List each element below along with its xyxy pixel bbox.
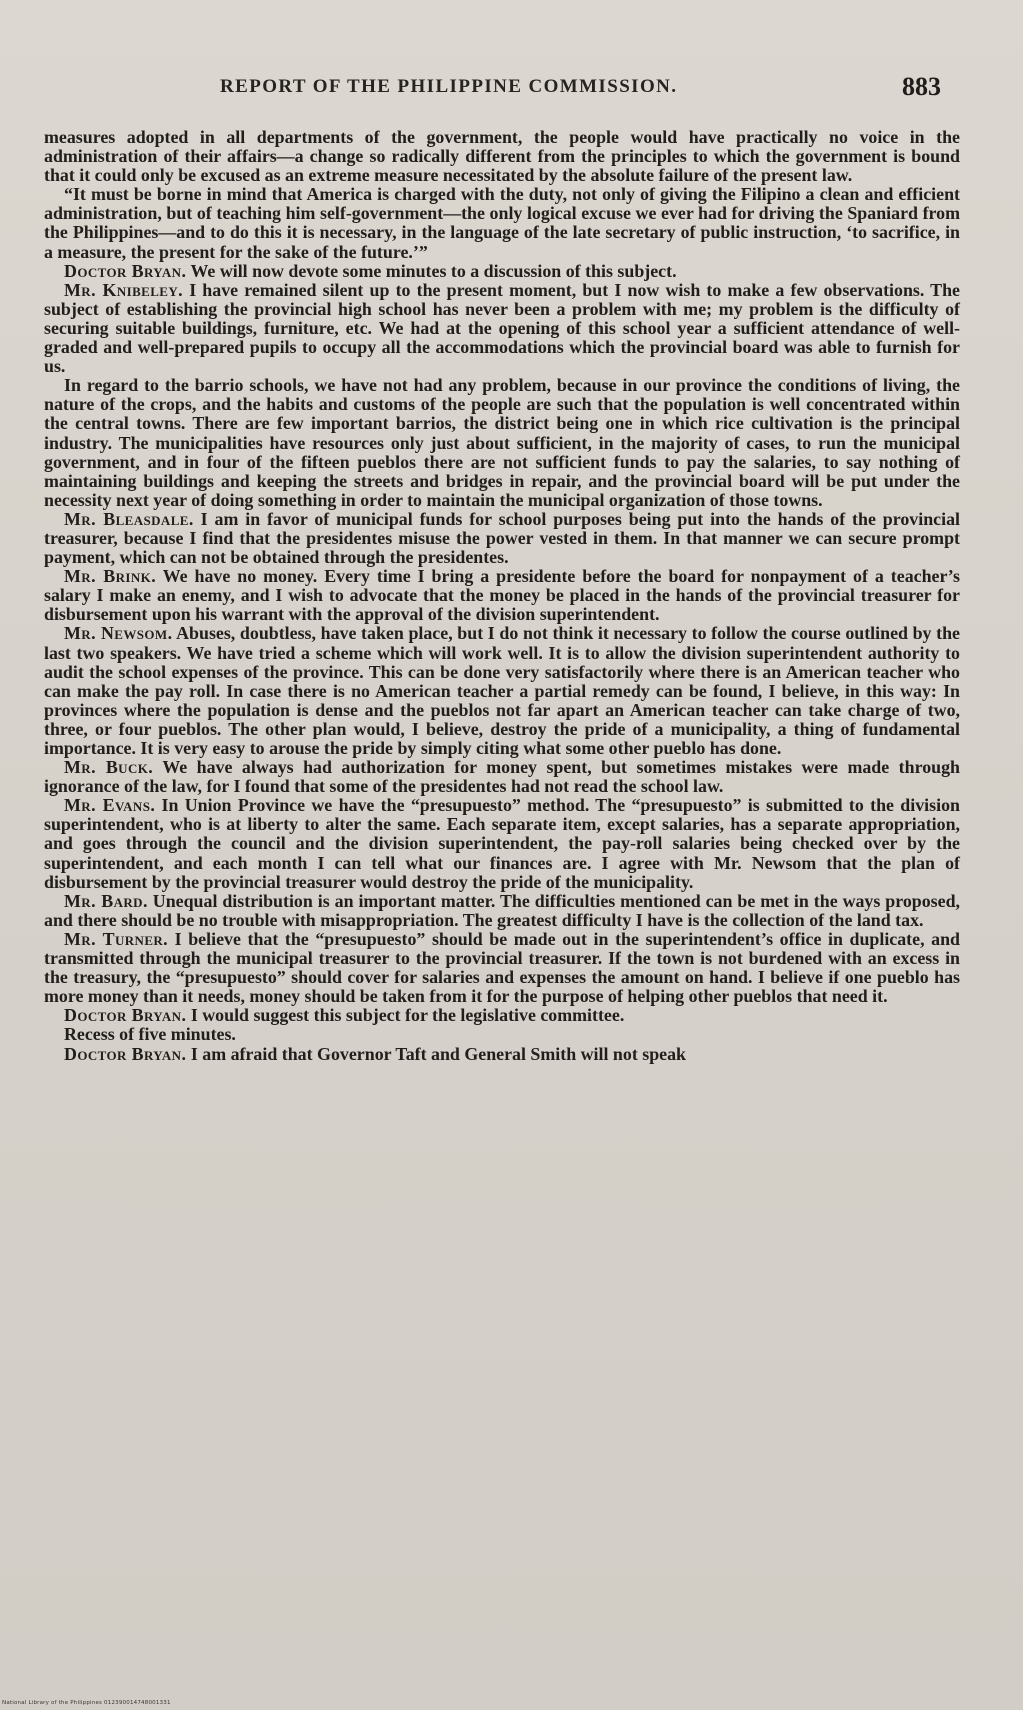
speaker-name: Doctor Bryan. xyxy=(64,1043,187,1064)
scan-credit: National Library of the Philippines 012390014748001331 xyxy=(2,1700,171,1706)
paragraph-text: I am afraid that Governor Taft and General Smith will not speak xyxy=(190,1043,686,1064)
paragraph-text: In regard to the barrio schools, we have not had any problem, because in our province the conditions of living, the nature of the crops, and the habits and customs of the people are such that the population is well concentrated within the central towns. There are few important barrios, the district being one in which rice cultivation is the principal industry. The municipalities have resources only just about sufficient, in the majority of cases, to run the municipal government, and in four of the fifteen pueblos there are not sufficient funds to pay the salaries, to say nothing of maintaining buildings and keeping the streets and bridges in repair, and the provincial board will be put under the necessity next year of doing something in order to maintain the municipal organization of those towns. xyxy=(44,375,960,510)
speaker-name: Mr. Brink. xyxy=(64,566,157,587)
body-text xyxy=(44,128,960,1064)
paragraph-text: measures adopted in all departments of the government, the people would have practically no voice in the administration of their affairs—a change so radically different from the principles to which the government is bound that it could only be excused as an extreme measure necessitated by the absolute failure of the present law. xyxy=(44,127,960,186)
running-title: REPORT OF THE PHILIPPINE COMMISSION. xyxy=(220,76,678,97)
paragraph xyxy=(44,376,960,510)
speaker-name: Mr. Knibeley. xyxy=(64,279,184,300)
paragraph-text: In Union Province we have the “presupuesto” method. The “presupuesto” is submitted to the division superintendent, who is at liberty to alter the same. Each separate item, except salaries, has a separate appropriation, and goes through the council and the division superintendent, the pay-roll salaries being checked over by the superintendent, and each month I can tell what our finances are. I agree with Mr. Newsom that the plan of disbursement by the provincial treasurer would destroy the pride of the municipality. xyxy=(44,795,960,892)
paragraph xyxy=(44,185,960,261)
paragraph xyxy=(44,567,960,624)
speaker-name: Mr. Buck. xyxy=(64,757,154,778)
paragraph-text: I have remained silent up to the present moment, but I now wish to make a few observations. The subject of establishing the provincial high school has never been a problem with me; my problem is the difficulty of securing suitable buildings, furniture, etc. We had at the opening of this school year a sufficient attendance of well-graded and well-prepared pupils to occupy all the accommodations which the provincial board was able to furnish for us. xyxy=(44,279,961,377)
page-number: 883 xyxy=(902,72,941,101)
paragraph xyxy=(44,510,960,567)
paragraph xyxy=(44,1006,960,1025)
paragraph xyxy=(44,624,960,758)
paragraph-text: We have always had authorization for money spent, but sometimes mistakes were made through ignorance of the law, for I found that some of the presidentes had not read the school law. xyxy=(44,757,960,797)
paragraph-text: I believe that the “presupuesto” should be made out in the superintendent’s office in duplicate, and transmitted through the municipal treasurer to the provincial treasurer. If the town is not burdened with an excess in the treasury, the “presupuesto” should cover for salaries and expenses the amount on hand. I believe if one pueblo has more money than it needs, money should be taken from it for the purpose of helping other pueblos that need it. xyxy=(44,928,960,1007)
speaker-name: Mr. Evans. xyxy=(64,795,156,816)
paragraph xyxy=(44,930,960,1006)
page-header xyxy=(60,72,963,112)
speaker-name: Mr. Turner. xyxy=(64,928,169,949)
paragraph xyxy=(44,262,960,281)
paragraph xyxy=(44,796,960,891)
speaker-name: Doctor Bryan. xyxy=(64,260,187,281)
speaker-name: Mr. Bleasdale. xyxy=(64,508,194,529)
paragraph-text: We will now devote some minutes to a discussion of this subject. xyxy=(190,260,677,281)
paragraph-text: Abuses, doubtless, have taken place, but I do not think it necessary to follow the course outlined by the last two speakers. We have tried a scheme which will work well. It is to allow the division superintendent authority to audit the school expenses of the province. This can be done very satisfactorily where there is an American teacher who can make the pay roll. In case there is no American teacher a partial remedy can be found, I believe, in this way: In provinces where the population is dense and the pueblos not far apart an American teacher can take charge of two, three, or four pueblos. The other plan would, I believe, destroy the pride of a municipality, a thing of fundamental importance. It is very easy to arouse the pride by simply citing what some other pueblo has done. xyxy=(44,623,960,758)
paragraph xyxy=(44,758,960,796)
speaker-name: Doctor Bryan. xyxy=(64,1005,187,1026)
paragraph xyxy=(44,1025,960,1044)
paragraph-text: I would suggest this subject for the legislative committee. xyxy=(190,1005,625,1026)
paragraph-text: We have no money. Every time I bring a presidente before the board for nonpayment of a teacher’s salary I make an enemy, and I wish to advocate that the money be placed in the hands of the provincial treasurer for disbursement upon his warrant with the approval of the division superintendent. xyxy=(44,566,960,625)
paragraph-text: “It must be borne in mind that America is charged with the duty, not only of giving the Filipino a clean and efficient administration, but of teaching him self-government—the only logical excuse we ever had for driving the Spaniard from the Philippines—and to do this it is necessary, in the language of the late secretary of public instruction, ‘to sacrifice, in a measure, the present for the sake of the future.’” xyxy=(44,184,960,262)
paragraph xyxy=(44,128,960,185)
speaker-name: Mr. Bard. xyxy=(64,890,148,911)
paragraph xyxy=(44,892,960,930)
paragraph-text: Recess of five minutes. xyxy=(64,1024,236,1045)
paragraph-text: Unequal distribution is an important matter. The difficulties mentioned can be met in the ways proposed, and there should be no trouble with misappropriation. The greatest difficulty I have is the collection of the land tax. xyxy=(44,890,961,930)
paragraph xyxy=(44,281,960,376)
speaker-name: Mr. Newsom. xyxy=(64,623,173,644)
paragraph-text: I am in favor of municipal funds for school purposes being put into the hands of the provincial treasurer, because I find that the presidentes misuse the power vested in them. In that manner we can secure prompt payment, which can not be obtained through the presidentes. xyxy=(44,508,960,568)
paragraph xyxy=(44,1045,960,1064)
